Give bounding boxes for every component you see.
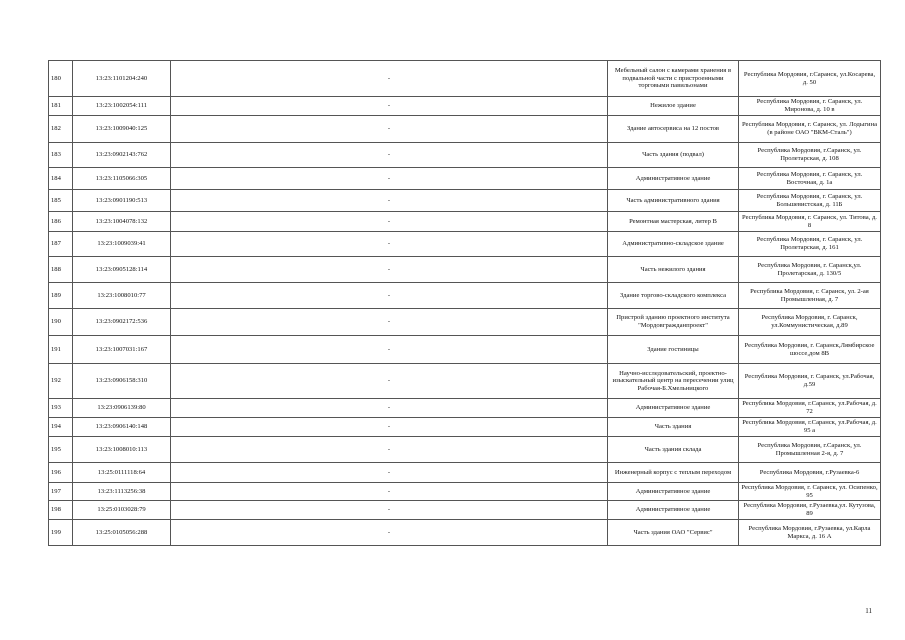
table-row	[49, 190, 881, 212]
object-name: Нежилое здание	[608, 97, 739, 116]
object-name: Мебельный салон с камерами хранения в подвальной части с пристроенными торговыми павильонами	[608, 61, 739, 97]
table-row	[49, 97, 881, 116]
cadastral-number: 13:23:0902143:762	[73, 143, 171, 168]
object-address: Республика Мордовия, г.Саранск, ул. Пролетарская, д. 108	[739, 143, 881, 168]
object-name: Научно-исследовательский, проектно-изыскательный центр на пересечении улиц Рабочая-Б.Хмельницкого	[608, 364, 739, 399]
object-name: Административно-складское здание	[608, 232, 739, 257]
empty-value-cell: -	[171, 190, 608, 212]
empty-value-cell: -	[171, 483, 608, 501]
empty-value-cell: -	[171, 283, 608, 309]
cadastral-number: 13:23:1105066:305	[73, 168, 171, 190]
cadastral-number: 13:23:1113256:38	[73, 483, 171, 501]
row-number: 183	[49, 143, 73, 168]
cadastral-number: 13:23:1009039:41	[73, 232, 171, 257]
cadastral-number: 13:23:0906140:148	[73, 418, 171, 437]
table-row	[49, 364, 881, 399]
object-address: Республика Мордовия, г.Рузаевка, ул.Карла Маркса, д. 16 А	[739, 520, 881, 546]
cadastral-number: 13:23:1004078:132	[73, 212, 171, 232]
empty-value-cell: -	[171, 309, 608, 336]
row-number: 185	[49, 190, 73, 212]
cadastral-number: 13:23:1008010:113	[73, 437, 171, 463]
table-row	[49, 336, 881, 364]
row-number: 180	[49, 61, 73, 97]
table-row	[49, 520, 881, 546]
object-name: Часть здания склада	[608, 437, 739, 463]
object-name: Часть здания ОАО "Сервис"	[608, 520, 739, 546]
object-address: Республика Мордовия, г. Саранск, ул. 2-ая Промышленная, д. 7	[739, 283, 881, 309]
empty-value-cell: -	[171, 463, 608, 483]
table-row	[49, 257, 881, 283]
empty-value-cell: -	[171, 501, 608, 520]
table-row	[49, 418, 881, 437]
row-number: 193	[49, 399, 73, 418]
empty-value-cell: -	[171, 364, 608, 399]
empty-value-cell: -	[171, 232, 608, 257]
registry-table	[48, 60, 881, 546]
empty-value-cell: -	[171, 257, 608, 283]
cadastral-number: 13:23:0906158:310	[73, 364, 171, 399]
object-name: Часть здания	[608, 418, 739, 437]
empty-value-cell: -	[171, 116, 608, 143]
row-number: 199	[49, 520, 73, 546]
cadastral-number: 13:23:1009040:125	[73, 116, 171, 143]
object-address: Республика Мордовия, г. Саранск, ул.Коммунистическая, д.89	[739, 309, 881, 336]
object-name: Административное здание	[608, 483, 739, 501]
cadastral-number: 13:25:0105056:288	[73, 520, 171, 546]
object-name: Часть административного здания	[608, 190, 739, 212]
table-row	[49, 212, 881, 232]
object-address: Республика Мордовия, г. Саранск, ул.Рабочая, д.59	[739, 364, 881, 399]
cadastral-number: 13:23:0906139:80	[73, 399, 171, 418]
table-row	[49, 232, 881, 257]
table-row	[49, 437, 881, 463]
empty-value-cell: -	[171, 143, 608, 168]
object-address: Республика Мордовия, г. Саранск,Лямбирское шоссе,дом 8В	[739, 336, 881, 364]
row-number: 192	[49, 364, 73, 399]
object-name: Часть нежилого здания	[608, 257, 739, 283]
empty-value-cell: -	[171, 418, 608, 437]
object-name: Пристрой зданию проектного института "Мордовгражданпроект"	[608, 309, 739, 336]
object-address: Республика Мордовия, г.Рузаевка-6	[739, 463, 881, 483]
table-row	[49, 399, 881, 418]
cadastral-number: 13:23:1101204:240	[73, 61, 171, 97]
object-address: Республика Мордовия, г. Саранск,ул. Пролетарская, д. 130/5	[739, 257, 881, 283]
object-address: Республика Мордовия, г.Саранск, ул.Рабочая, д. 72	[739, 399, 881, 418]
row-number: 184	[49, 168, 73, 190]
empty-value-cell: -	[171, 437, 608, 463]
object-name: Административное здание	[608, 168, 739, 190]
object-address: Республика Мордовия, г. Саранск, ул. Восточная, д. 1а	[739, 168, 881, 190]
object-name: Часть здания (подвал)	[608, 143, 739, 168]
row-number: 182	[49, 116, 73, 143]
empty-value-cell: -	[171, 97, 608, 116]
object-name: Здание гостиницы	[608, 336, 739, 364]
object-address: Республика Мордовия, г. Саранск, ул. Лодыгина (в районе ОАО "ВКМ-Сталь")	[739, 116, 881, 143]
row-number: 187	[49, 232, 73, 257]
object-name: Здание автосервиса на 12 постов	[608, 116, 739, 143]
empty-value-cell: -	[171, 336, 608, 364]
empty-value-cell: -	[171, 399, 608, 418]
object-address: Республика Мордовия, г.Саранск, ул. Промышленная 2-я, д. 7	[739, 437, 881, 463]
object-address: Республика Мордовия, г. Саранск, ул. Большевистская, д. 11Б	[739, 190, 881, 212]
cadastral-number: 13:23:1002054:111	[73, 97, 171, 116]
table-row	[49, 61, 881, 97]
empty-value-cell: -	[171, 61, 608, 97]
cadastral-number: 13:23:1008010:77	[73, 283, 171, 309]
table-row	[49, 501, 881, 520]
row-number: 181	[49, 97, 73, 116]
object-name: Административное здание	[608, 399, 739, 418]
cadastral-number: 13:25:0103028:79	[73, 501, 171, 520]
object-address: Республика Мордовия, г. Саранск, ул. Пролетарская, д. 161	[739, 232, 881, 257]
object-name: Инженерный корпус с теплым переходом	[608, 463, 739, 483]
cadastral-number: 13:23:0901190:513	[73, 190, 171, 212]
table-row	[49, 483, 881, 501]
cadastral-number: 13:25:0111118:64	[73, 463, 171, 483]
cadastral-number: 13:23:0902172:536	[73, 309, 171, 336]
table-row	[49, 463, 881, 483]
row-number: 191	[49, 336, 73, 364]
empty-value-cell: -	[171, 520, 608, 546]
table-row	[49, 283, 881, 309]
row-number: 186	[49, 212, 73, 232]
row-number: 189	[49, 283, 73, 309]
object-name: Административное здание	[608, 501, 739, 520]
object-address: Республика Мордовия, г.Саранск, ул.Рабочая, д. 95 а	[739, 418, 881, 437]
row-number: 196	[49, 463, 73, 483]
table-row	[49, 143, 881, 168]
object-name: Ремонтная мастерская, литер В	[608, 212, 739, 232]
object-address: Республика Мордовия, г. Саранск, ул. Осипенко, 95	[739, 483, 881, 501]
table-row	[49, 309, 881, 336]
table-row	[49, 168, 881, 190]
object-name: Здание торгово-складского комплекса	[608, 283, 739, 309]
object-address: Республика Мордовия, г.Рузаевка,ул. Кутузова, 89	[739, 501, 881, 520]
row-number: 197	[49, 483, 73, 501]
page-number: 11	[865, 607, 872, 615]
table-row	[49, 116, 881, 143]
row-number: 198	[49, 501, 73, 520]
empty-value-cell: -	[171, 168, 608, 190]
cadastral-number: 13:23:0905128:114	[73, 257, 171, 283]
row-number: 195	[49, 437, 73, 463]
object-address: Республика Мордовия, г. Саранск, ул. Титова, д. 8	[739, 212, 881, 232]
row-number: 188	[49, 257, 73, 283]
empty-value-cell: -	[171, 212, 608, 232]
object-address: Республика Мордовия, г.Саранск, ул.Косарева, д. 50	[739, 61, 881, 97]
row-number: 194	[49, 418, 73, 437]
registry-table-body	[49, 61, 881, 546]
row-number: 190	[49, 309, 73, 336]
object-address: Республика Мордовия, г. Саранск, ул. Миронова, д. 10 в	[739, 97, 881, 116]
cadastral-number: 13:23:1007031:167	[73, 336, 171, 364]
